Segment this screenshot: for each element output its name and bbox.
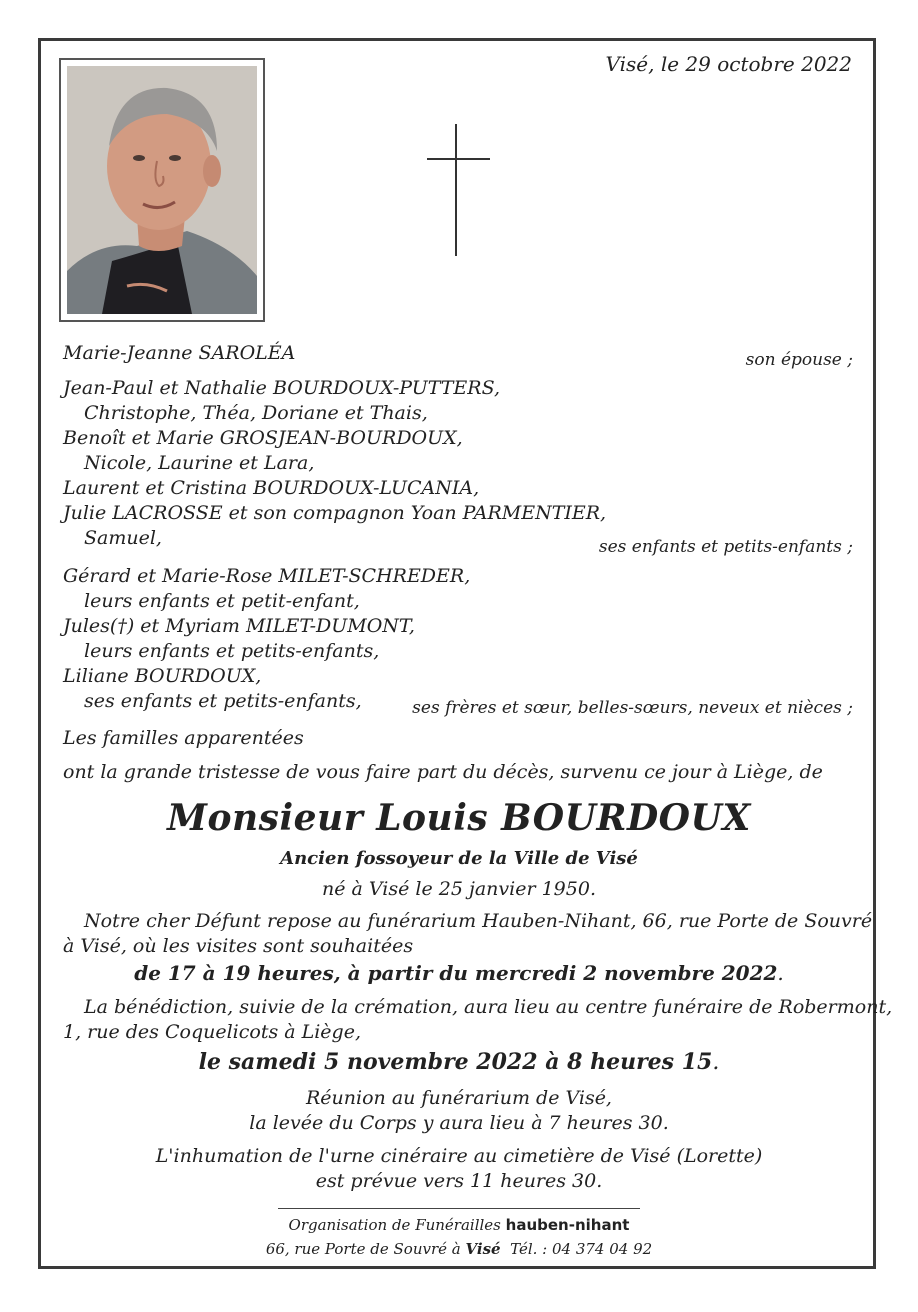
- deceased-name: Monsieur Louis BOURDOUX: [167, 797, 751, 839]
- visits-when: [40, 961, 878, 985]
- ceremony-line: La bénédiction, suivie de la crémation, aura lieu au centre funéraire de Robermont,: [84, 996, 893, 1018]
- children-relation: ses enfants et petits-enfants ;: [598, 537, 853, 557]
- org-prefix: Organisation de Funérailles: [288, 1216, 501, 1234]
- family-line: Liliane BOURDOUX,: [63, 665, 262, 687]
- footer-separator: [278, 1208, 640, 1209]
- burial-line: est prévue vers 11 heures 30.: [315, 1170, 603, 1192]
- visits-line: à Visé, où les visites sont souhaitées: [63, 935, 414, 957]
- family-line: Samuel,: [84, 527, 162, 549]
- birth-info: né à Visé le 25 janvier 1950.: [322, 878, 596, 900]
- family-line: leurs enfants et petits-enfants,: [84, 640, 380, 662]
- family-line: Laurent et Cristina BOURDOUX-LUCANIA,: [63, 477, 480, 499]
- ceremony-line: 1, rue des Coquelicots à Liège,: [63, 1021, 361, 1043]
- siblings-relation: ses frères et sœur, belles-sœurs, neveux et nièces ;: [412, 698, 853, 718]
- gathering-line: la levée du Corps y aura lieu à 7 heures 30.: [249, 1112, 669, 1134]
- gathering-line: Réunion au funérarium de Visé,: [306, 1087, 612, 1109]
- footer-organisation: [40, 1216, 878, 1234]
- family-line: Jules(†) et Myriam MILET-DUMONT,: [63, 615, 415, 637]
- family-line: leurs enfants et petit-enfant,: [84, 590, 360, 612]
- visits-hours: de 17 à 19 heures, à partir du mercredi 2 novembre 2022: [134, 961, 778, 985]
- family-line: Julie LACROSSE et son compagnon Yoan PARMENTIER,: [63, 502, 607, 524]
- family-line: Gérard et Marie-Rose MILET-SCHREDER,: [63, 565, 471, 587]
- deceased-title: Ancien fossoyeur de la Ville de Visé: [280, 848, 638, 869]
- family-line: Jean-Paul et Nathalie BOURDOUX-PUTTERS,: [63, 377, 500, 399]
- cross-horizontal: [427, 158, 490, 160]
- portrait-photo: [67, 66, 257, 314]
- address-prefix: 66, rue Porte de Souvré à: [265, 1240, 461, 1258]
- spouse-relation: son épouse ;: [745, 350, 853, 370]
- family-line: Christophe, Théa, Doriane et Thais,: [84, 402, 428, 424]
- footer-address: [40, 1240, 878, 1258]
- spouse-name: Marie-Jeanne SAROLÉA: [63, 342, 296, 364]
- org-brand-logo: hauben-nihant: [505, 1216, 630, 1234]
- family-line: Nicole, Laurine et Lara,: [84, 452, 315, 474]
- related-families: Les familles apparentées: [63, 727, 304, 749]
- ceremony-when: [40, 1049, 878, 1075]
- family-line: ses enfants et petits-enfants,: [84, 690, 362, 712]
- family-line: Benoît et Marie GROSJEAN-BOURDOUX,: [63, 427, 463, 449]
- portrait-frame: [59, 58, 265, 322]
- visits-end: .: [777, 961, 784, 985]
- phone-number: Tél. : 04 374 04 92: [510, 1240, 653, 1258]
- visits-line: Notre cher Défunt repose au funérarium Hauben-Nihant, 66, rue Porte de Souvré: [84, 910, 873, 932]
- place-date: Visé, le 29 octobre 2022: [605, 52, 852, 76]
- cross-vertical: [455, 124, 457, 256]
- ceremony-datetime: le samedi 5 novembre 2022 à 8 heures 15: [198, 1049, 713, 1075]
- burial-line: L'inhumation de l'urne cinéraire au cimetière de Visé (Lorette): [155, 1145, 763, 1167]
- ceremony-end: .: [712, 1050, 720, 1075]
- address-city: Visé: [465, 1240, 501, 1258]
- announcement: ont la grande tristesse de vous faire part du décès, survenu ce jour à Liège, de: [63, 761, 823, 783]
